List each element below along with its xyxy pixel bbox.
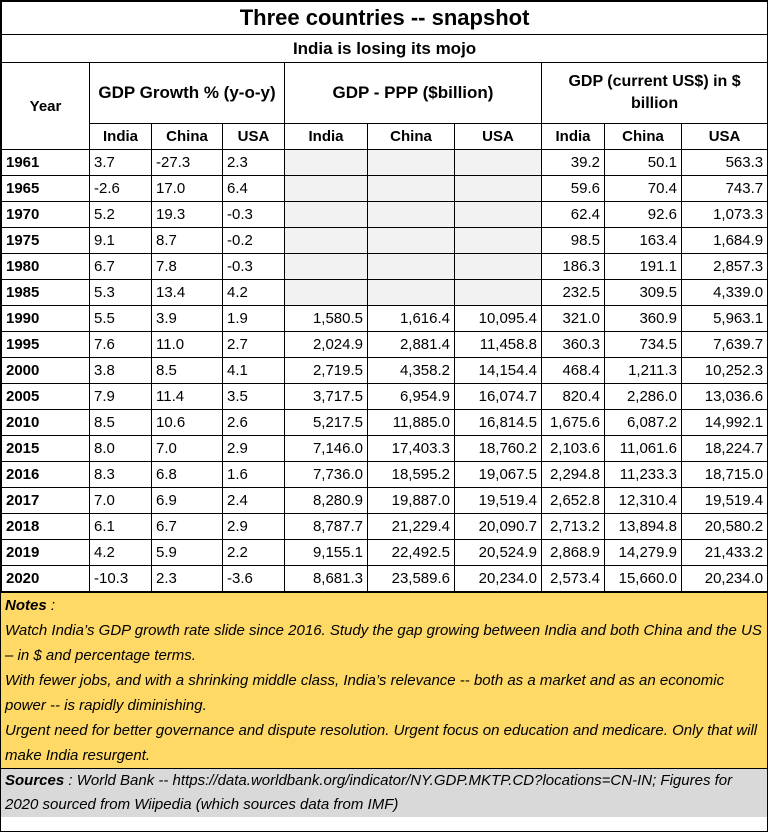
current-usa-cell: 21,433.2 [682,540,768,566]
year-header: Year [2,63,90,150]
growth-china-cell: 11.4 [152,384,223,410]
ppp-china-cell: 6,954.9 [368,384,455,410]
current-china-cell: 360.9 [605,306,682,332]
sources-text: : World Bank -- https://data.worldbank.org/indicator/NY.GDP.MKTP.CD?locations=CN-IN; Figures for 2020 sourced from Wiipedia (which sources data from IMF) [5,772,733,813]
growth-china-cell: -27.3 [152,150,223,176]
year-cell: 1980 [2,254,90,280]
growth-china-cell: 19.3 [152,202,223,228]
ppp-india-cell: 8,681.3 [285,566,368,592]
table-row [2,436,768,462]
ppp-usa-cell [455,202,542,228]
table-row [2,410,768,436]
ppp-india-cell [285,228,368,254]
growth-india-cell: 8.0 [90,436,152,462]
table-row [2,514,768,540]
current-usa-header: USA [682,124,768,150]
current-india-cell: 186.3 [542,254,605,280]
growth-usa-cell: 1.6 [223,462,285,488]
gdp-ppp-header: GDP - PPP ($billion) [285,63,542,124]
current-usa-cell: 14,992.1 [682,410,768,436]
ppp-usa-cell: 10,095.4 [455,306,542,332]
table-row [2,332,768,358]
growth-china-cell: 7.0 [152,436,223,462]
ppp-china-cell: 23,589.6 [368,566,455,592]
year-cell: 2015 [2,436,90,462]
growth-usa-cell: -0.3 [223,202,285,228]
current-india-cell: 2,713.2 [542,514,605,540]
notes-line-2: With fewer jobs, and with a shrinking middle class, India’s relevance -- both as a market and as an economic power -- is rapidly diminishing. [5,672,725,714]
growth-india-cell: 9.1 [90,228,152,254]
year-cell: 2018 [2,514,90,540]
table-row [2,488,768,514]
growth-china-header: China [152,124,223,150]
growth-china-cell: 17.0 [152,176,223,202]
gdp-current-header: GDP (current US$) in $ billion [542,63,768,124]
growth-usa-cell: 3.5 [223,384,285,410]
growth-usa-cell: 2.7 [223,332,285,358]
current-india-cell: 468.4 [542,358,605,384]
table-row [2,540,768,566]
notes-heading: Notes [5,597,47,614]
ppp-india-cell [285,254,368,280]
ppp-china-cell [368,176,455,202]
growth-usa-cell: 2.9 [223,436,285,462]
growth-usa-cell: 1.9 [223,306,285,332]
ppp-usa-cell: 14,154.4 [455,358,542,384]
ppp-usa-cell: 16,814.5 [455,410,542,436]
current-india-cell: 2,652.8 [542,488,605,514]
current-china-cell: 12,310.4 [605,488,682,514]
growth-india-cell: 4.2 [90,540,152,566]
current-china-header: China [605,124,682,150]
ppp-china-cell: 19,887.0 [368,488,455,514]
ppp-china-cell [368,228,455,254]
year-cell: 1990 [2,306,90,332]
growth-china-cell: 13.4 [152,280,223,306]
ppp-china-cell [368,254,455,280]
growth-india-cell: 5.3 [90,280,152,306]
current-china-cell: 163.4 [605,228,682,254]
ppp-usa-cell [455,176,542,202]
ppp-usa-cell: 20,234.0 [455,566,542,592]
ppp-usa-header: USA [455,124,542,150]
growth-china-cell: 10.6 [152,410,223,436]
ppp-india-cell [285,150,368,176]
ppp-india-cell: 9,155.1 [285,540,368,566]
current-china-cell: 15,660.0 [605,566,682,592]
ppp-china-cell [368,280,455,306]
growth-india-cell: -2.6 [90,176,152,202]
table-row [2,150,768,176]
current-usa-cell: 20,580.2 [682,514,768,540]
current-usa-cell: 563.3 [682,150,768,176]
growth-usa-cell: 4.2 [223,280,285,306]
year-cell: 2019 [2,540,90,566]
current-china-cell: 70.4 [605,176,682,202]
ppp-india-cell: 7,146.0 [285,436,368,462]
table-row [2,462,768,488]
data-table [1,1,768,592]
current-china-cell: 14,279.9 [605,540,682,566]
ppp-china-cell [368,202,455,228]
growth-india-cell: 5.2 [90,202,152,228]
growth-usa-cell: 6.4 [223,176,285,202]
year-cell: 1985 [2,280,90,306]
ppp-india-cell: 1,580.5 [285,306,368,332]
table-row [2,280,768,306]
current-india-cell: 59.6 [542,176,605,202]
ppp-india-cell: 8,787.7 [285,514,368,540]
current-usa-cell: 18,224.7 [682,436,768,462]
ppp-china-cell: 21,229.4 [368,514,455,540]
current-china-cell: 92.6 [605,202,682,228]
current-china-cell: 6,087.2 [605,410,682,436]
current-usa-cell: 13,036.6 [682,384,768,410]
ppp-india-cell: 7,736.0 [285,462,368,488]
year-cell: 1961 [2,150,90,176]
ppp-india-cell [285,176,368,202]
page-subtitle: India is losing its mojo [2,35,768,63]
growth-india-cell: 3.8 [90,358,152,384]
year-cell: 2016 [2,462,90,488]
current-india-cell: 62.4 [542,202,605,228]
current-india-cell: 2,294.8 [542,462,605,488]
ppp-china-cell: 17,403.3 [368,436,455,462]
ppp-china-cell: 1,616.4 [368,306,455,332]
ppp-china-cell: 4,358.2 [368,358,455,384]
current-usa-cell: 20,234.0 [682,566,768,592]
ppp-india-cell: 3,717.5 [285,384,368,410]
current-india-header: India [542,124,605,150]
table-row [2,566,768,592]
notes-section [1,592,767,768]
current-china-cell: 11,061.6 [605,436,682,462]
gdp-growth-header: GDP Growth % (y-o-y) [90,63,285,124]
ppp-usa-cell: 11,458.8 [455,332,542,358]
current-usa-cell: 1,073.3 [682,202,768,228]
current-china-cell: 2,286.0 [605,384,682,410]
ppp-usa-cell: 18,760.2 [455,436,542,462]
sources-section [1,768,767,817]
growth-usa-cell: -0.2 [223,228,285,254]
growth-china-cell: 8.5 [152,358,223,384]
year-cell: 1975 [2,228,90,254]
growth-india-cell: 7.9 [90,384,152,410]
year-cell: 2020 [2,566,90,592]
notes-line-3: Urgent need for better governance and dispute resolution. Urgent focus on education and medicare. Only that will make India resurgent. [5,722,758,764]
ppp-usa-cell [455,280,542,306]
growth-china-cell: 11.0 [152,332,223,358]
current-china-cell: 1,211.3 [605,358,682,384]
current-usa-cell: 18,715.0 [682,462,768,488]
ppp-usa-cell [455,150,542,176]
current-usa-cell: 4,339.0 [682,280,768,306]
growth-india-cell: 8.3 [90,462,152,488]
growth-usa-cell: 4.1 [223,358,285,384]
growth-india-cell: 6.1 [90,514,152,540]
growth-usa-header: USA [223,124,285,150]
current-india-cell: 2,103.6 [542,436,605,462]
current-india-cell: 232.5 [542,280,605,306]
year-cell: 2017 [2,488,90,514]
ppp-china-cell: 22,492.5 [368,540,455,566]
growth-india-cell: 3.7 [90,150,152,176]
current-usa-cell: 743.7 [682,176,768,202]
ppp-china-header: China [368,124,455,150]
table-row [2,306,768,332]
table-row [2,254,768,280]
growth-china-cell: 6.8 [152,462,223,488]
growth-usa-cell: -3.6 [223,566,285,592]
year-cell: 2005 [2,384,90,410]
current-usa-cell: 10,252.3 [682,358,768,384]
current-india-cell: 2,573.4 [542,566,605,592]
ppp-usa-cell: 19,519.4 [455,488,542,514]
ppp-usa-cell: 20,090.7 [455,514,542,540]
current-india-cell: 360.3 [542,332,605,358]
current-india-cell: 98.5 [542,228,605,254]
ppp-usa-cell [455,228,542,254]
growth-china-cell: 6.9 [152,488,223,514]
growth-india-cell: 7.6 [90,332,152,358]
growth-usa-cell: 2.6 [223,410,285,436]
ppp-usa-cell [455,254,542,280]
growth-china-cell: 5.9 [152,540,223,566]
ppp-china-cell: 18,595.2 [368,462,455,488]
ppp-india-cell [285,280,368,306]
growth-india-cell: 7.0 [90,488,152,514]
page-title: Three countries -- snapshot [2,2,768,35]
ppp-china-cell: 11,885.0 [368,410,455,436]
current-china-cell: 734.5 [605,332,682,358]
growth-china-cell: 6.7 [152,514,223,540]
growth-india-header: India [90,124,152,150]
ppp-usa-cell: 20,524.9 [455,540,542,566]
current-india-cell: 820.4 [542,384,605,410]
ppp-india-header: India [285,124,368,150]
growth-china-cell: 2.3 [152,566,223,592]
current-india-cell: 1,675.6 [542,410,605,436]
growth-india-cell: 5.5 [90,306,152,332]
current-india-cell: 2,868.9 [542,540,605,566]
current-usa-cell: 2,857.3 [682,254,768,280]
ppp-usa-cell: 19,067.5 [455,462,542,488]
growth-china-cell: 8.7 [152,228,223,254]
growth-china-cell: 3.9 [152,306,223,332]
growth-india-cell: 8.5 [90,410,152,436]
ppp-india-cell: 5,217.5 [285,410,368,436]
current-china-cell: 309.5 [605,280,682,306]
current-india-cell: 39.2 [542,150,605,176]
ppp-india-cell [285,202,368,228]
ppp-china-cell: 2,881.4 [368,332,455,358]
growth-usa-cell: 2.2 [223,540,285,566]
table-row [2,176,768,202]
table-row [2,202,768,228]
notes-heading-suffix: : [46,597,56,614]
current-usa-cell: 5,963.1 [682,306,768,332]
growth-india-cell: 6.7 [90,254,152,280]
growth-usa-cell: 2.4 [223,488,285,514]
year-cell: 2000 [2,358,90,384]
ppp-usa-cell: 16,074.7 [455,384,542,410]
table-row [2,384,768,410]
ppp-china-cell [368,150,455,176]
current-china-cell: 50.1 [605,150,682,176]
current-usa-cell: 7,639.7 [682,332,768,358]
current-usa-cell: 1,684.9 [682,228,768,254]
year-cell: 1970 [2,202,90,228]
growth-china-cell: 7.8 [152,254,223,280]
growth-usa-cell: -0.3 [223,254,285,280]
ppp-india-cell: 8,280.9 [285,488,368,514]
current-china-cell: 11,233.3 [605,462,682,488]
ppp-india-cell: 2,024.9 [285,332,368,358]
table-row [2,228,768,254]
sources-heading: Sources [5,772,65,789]
growth-usa-cell: 2.9 [223,514,285,540]
current-china-cell: 13,894.8 [605,514,682,540]
ppp-india-cell: 2,719.5 [285,358,368,384]
current-india-cell: 321.0 [542,306,605,332]
current-china-cell: 191.1 [605,254,682,280]
table-row [2,358,768,384]
year-cell: 1965 [2,176,90,202]
notes-line-1: Watch India’s GDP growth rate slide since 2016. Study the gap growing between India and both China and the US – in $ and percentage terms. [5,622,762,664]
growth-india-cell: -10.3 [90,566,152,592]
year-cell: 2010 [2,410,90,436]
growth-usa-cell: 2.3 [223,150,285,176]
current-usa-cell: 19,519.4 [682,488,768,514]
notes-heading-line [5,593,763,618]
year-cell: 1995 [2,332,90,358]
